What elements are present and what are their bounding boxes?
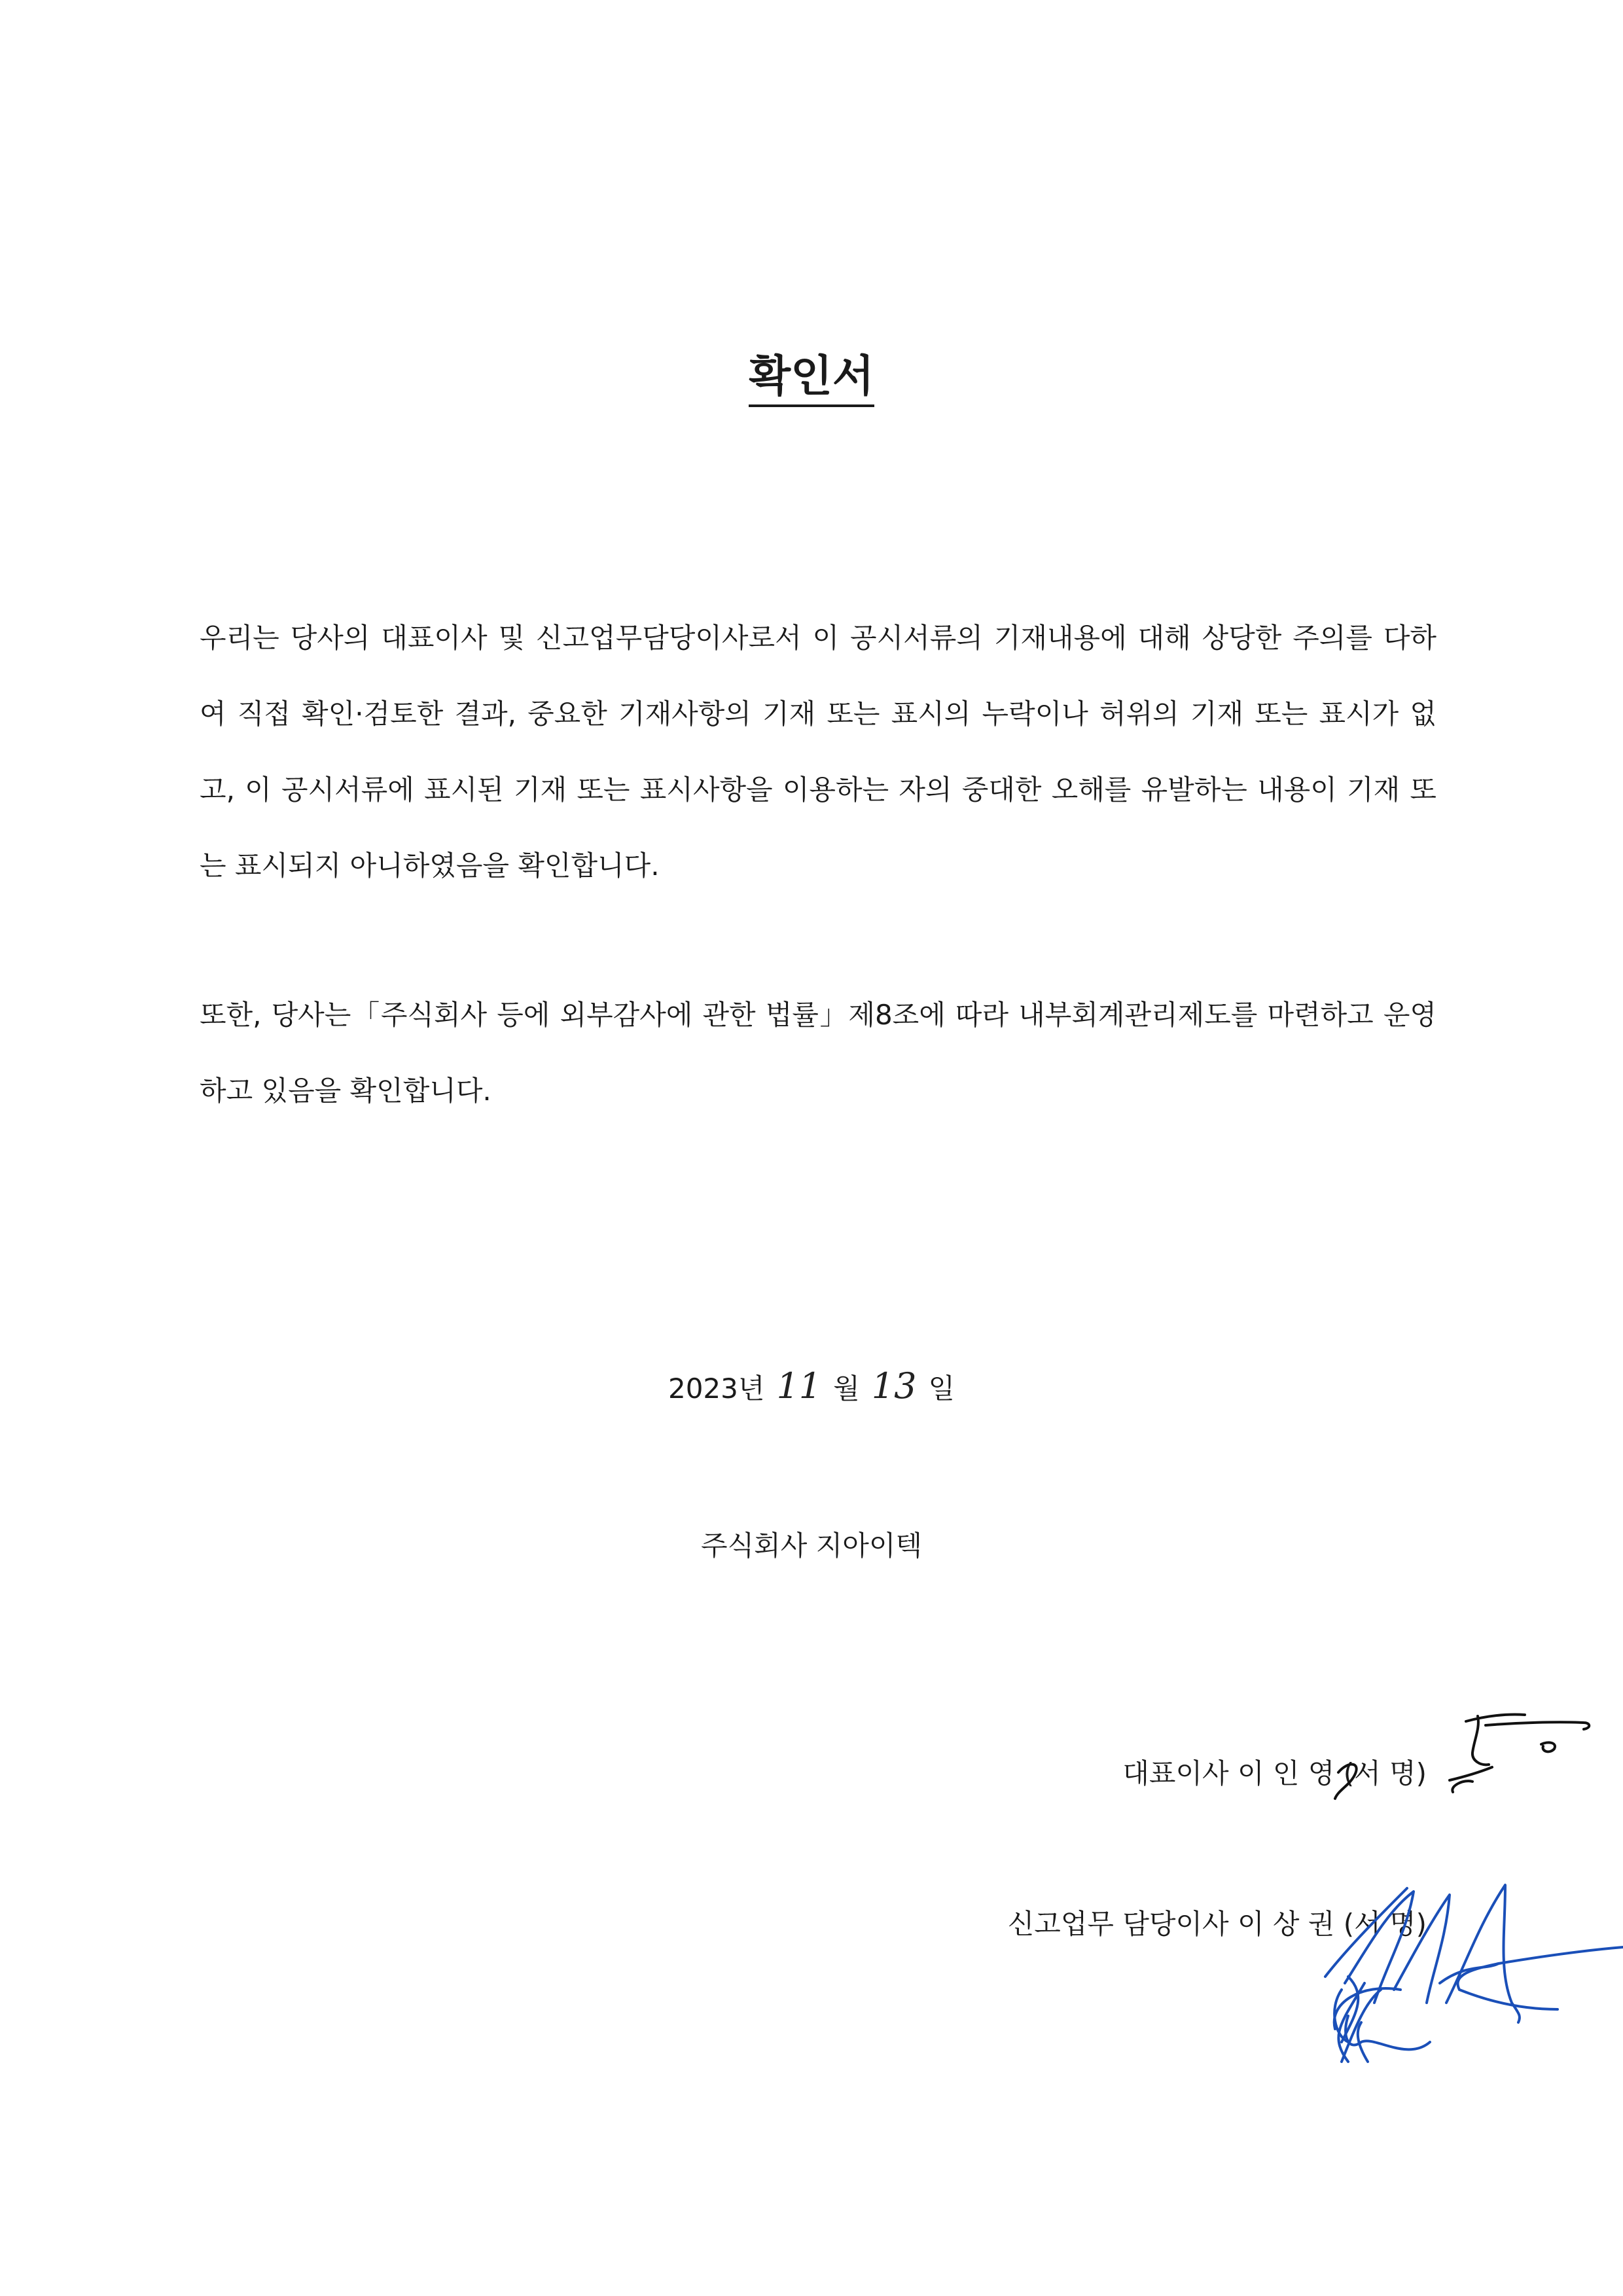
date-day-handwritten: 13	[871, 1365, 917, 1407]
date-day-label: 일	[928, 1372, 955, 1405]
disclosure-officer-signatory-line: 신고업무 담당이사 이 상 권 (서 명)	[1007, 1908, 1427, 1940]
ceo-signatory-line: 대표이사 이 인 영 (서 명)	[1122, 1757, 1427, 1789]
date-year: 2023년	[668, 1372, 765, 1405]
date-month-label: 월	[833, 1372, 860, 1405]
company-name: 주식회사 지아이텍	[701, 1530, 922, 1562]
confirmation-paragraph: 우리는 당사의 대표이사 및 신고업무담당이사로서 이 공시서류의 기재내용에 대해 상당한 주의를 다하여 직접 확인·검토한 결과, 중요한 기재사항의 기재 또는 표시의 누락이나 허위의 기재 또는 표시가 없고, 이 공시서류에 표시된 기재 또는 표시사항을 이용하는 자의 중대한 오해를 유발하는 내용이 기재 또는 표시되지 아니하였음을 확인합니다.	[200, 622, 1436, 882]
document-title-text: 확인서	[749, 350, 874, 407]
document-title	[0, 350, 1623, 407]
document-date	[0, 1367, 1623, 1408]
date-month-handwritten: 11	[776, 1365, 822, 1407]
internal-control-paragraph: 또한, 당사는「주식회사 등에 외부감사에 관한 법률」제8조에 따라 내부회계관리제도를 마련하고 운영하고 있음을 확인합니다.	[200, 999, 1436, 1107]
